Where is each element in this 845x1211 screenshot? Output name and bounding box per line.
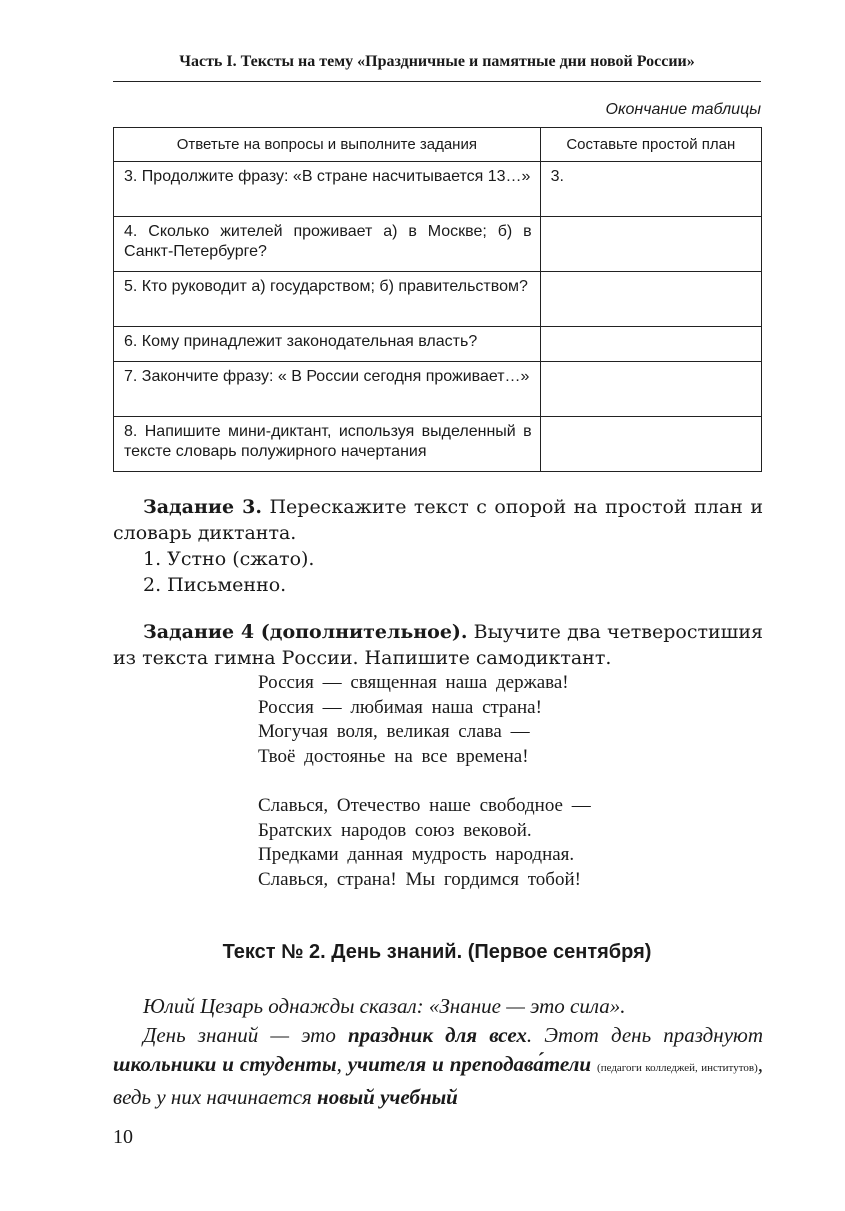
- plan-cell: [540, 362, 761, 417]
- body-span: ,: [336, 1052, 348, 1076]
- task-3: [113, 494, 763, 598]
- plan-cell: [540, 217, 761, 272]
- body-span: , ведь у них начинается: [113, 1052, 763, 1109]
- body-text: [113, 992, 763, 1112]
- plan-cell: [540, 417, 761, 472]
- table-row: [114, 327, 762, 362]
- poem-line: Могучая воля, великая слава —: [258, 721, 530, 743]
- table-row: [114, 162, 762, 217]
- body-bold: праздник для всех: [347, 1023, 527, 1047]
- question-cell: 8. Напишите мини-диктант, используя выделенный в тексте словарь полужирного начертания: [114, 417, 541, 472]
- questions-table: [113, 127, 762, 472]
- table-header-row: [114, 128, 762, 162]
- anthem-excerpt: [258, 671, 591, 893]
- table-caption: Окончание таблицы: [605, 101, 761, 118]
- question-cell: 6. Кому принадлежит законодательная власть?: [114, 327, 541, 362]
- task-4: [113, 619, 763, 671]
- table-row: [114, 417, 762, 472]
- task-4-label: Задание 4 (дополнительное).: [143, 621, 468, 643]
- plan-cell: 3.: [540, 162, 761, 217]
- question-cell: 4. Сколько жителей проживает а) в Москве; б) в Санкт-Петербурге?: [114, 217, 541, 272]
- header-questions: Ответьте на вопросы и выполните задания: [114, 128, 541, 162]
- poem-line: Россия — священная наша держава!: [258, 672, 569, 693]
- table-row: [114, 272, 762, 327]
- body-note: (педагоги колледжей, институтов): [597, 1062, 758, 1074]
- task-3-instruction: [113, 494, 763, 546]
- poem-line: Твоё достоянье на все времена!: [258, 746, 529, 768]
- task-3-text: Перескажите текст с опорой на простой план и словарь диктанта.: [113, 496, 763, 544]
- question-cell: 5. Кто руководит а) государством; б) правительством?: [114, 272, 541, 327]
- task-3-item: 2. Письменно.: [143, 574, 287, 596]
- question-cell: 7. Закончите фразу: « В России сегодня проживает…»: [114, 362, 541, 417]
- table-row: [114, 217, 762, 272]
- poem-line: Славься, Отечество наше свободное —: [258, 794, 591, 816]
- stanza-1: [258, 671, 591, 770]
- plan-cell: [540, 272, 761, 327]
- table-row: [114, 362, 762, 417]
- body-bold: школьники и студенты: [113, 1052, 337, 1076]
- question-cell: 3. Продолжите фразу: «В стране насчитывается 13…»: [114, 162, 541, 217]
- stanza-2: [258, 794, 591, 893]
- body-span: . Этот день празднуют: [526, 1023, 764, 1047]
- header-rule: [113, 81, 761, 82]
- poem-line: Россия — любимая наша страна!: [258, 696, 542, 718]
- header-plan: Составьте простой план: [540, 128, 761, 162]
- task-3-label: Задание 3.: [143, 496, 262, 518]
- poem-line: Братских народов союз вековой.: [258, 819, 532, 841]
- body-paragraph-2: [113, 1021, 763, 1112]
- text-title: Текст № 2. День знаний. (Первое сентября): [222, 941, 652, 963]
- page-number: 10: [113, 1126, 133, 1148]
- task-4-text: Выучите два четверостишия из текста гимна России. Напишите самодиктант.: [113, 621, 763, 669]
- body-bold: новый учебный: [317, 1085, 458, 1109]
- task-3-item: 1. Устно (сжато).: [143, 548, 315, 570]
- task-4-instruction: [113, 619, 763, 671]
- plan-cell: [540, 327, 761, 362]
- poem-line: Предками данная мудрость народная.: [258, 844, 575, 866]
- running-head: Часть I. Тексты на тему «Праздничные и памятные дни новой России»: [179, 53, 695, 70]
- poem-line: Славься, страна! Мы гордимся тобой!: [258, 868, 581, 890]
- body-span: День знаний — это: [143, 1023, 348, 1047]
- body-bold: учителя и преподава́тели: [347, 1052, 592, 1076]
- body-paragraph-1: Юлий Цезарь однажды сказал: «Знание — это сила».: [143, 994, 626, 1018]
